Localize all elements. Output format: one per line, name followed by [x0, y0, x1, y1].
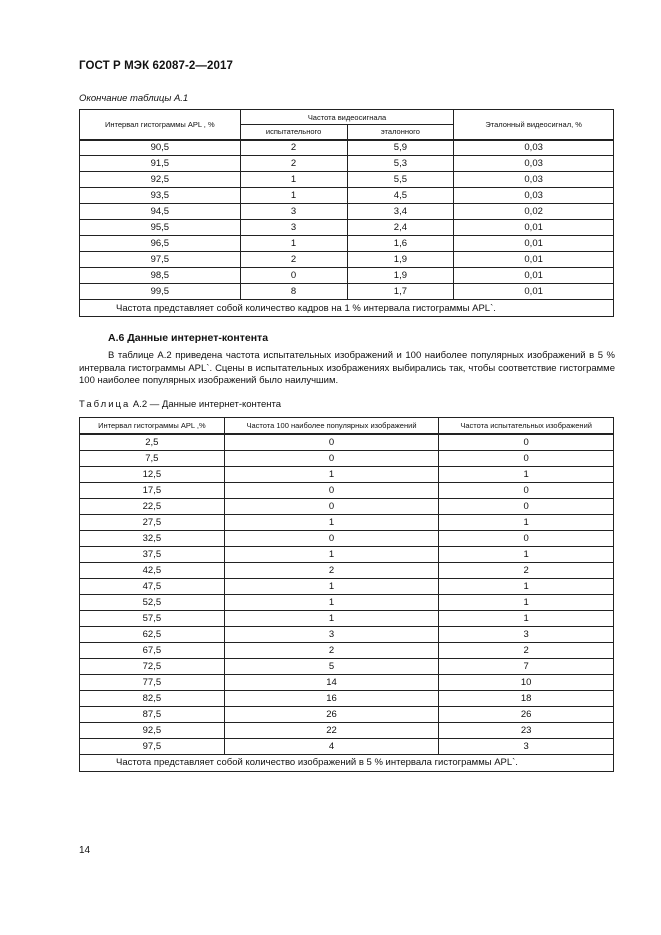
table-cell: 0 — [224, 482, 439, 498]
table-cell: 1,7 — [347, 284, 454, 300]
page-number: 14 — [79, 845, 91, 856]
table-cell: 2 — [240, 140, 347, 156]
table-cell: 67,5 — [80, 642, 225, 658]
table-row — [80, 738, 614, 754]
table-cell: 1 — [439, 578, 614, 594]
col-header-frequency: Частота видеосигнала — [240, 110, 454, 125]
table-cell: 1 — [240, 188, 347, 204]
table-cell: 2,4 — [347, 220, 454, 236]
table-cell: 2 — [439, 562, 614, 578]
table-cell: 1 — [439, 594, 614, 610]
table-cell: 3 — [439, 626, 614, 642]
table-row — [80, 610, 614, 626]
table-cell: 91,5 — [80, 156, 241, 172]
col-header-interval: Интервал гистограммы APL , % — [80, 110, 241, 140]
table-row — [80, 594, 614, 610]
table2-caption-text: Таблица А.2 — Данные интернет-контента — [79, 399, 282, 410]
table2-caption — [79, 399, 281, 410]
table-cell: 0,02 — [454, 204, 614, 220]
table-row — [80, 642, 614, 658]
table-cell: 42,5 — [80, 562, 225, 578]
table-cell: 26 — [439, 706, 614, 722]
table-cell: 26 — [224, 706, 439, 722]
table-row — [80, 690, 614, 706]
table-cell: 37,5 — [80, 546, 225, 562]
table-row — [80, 658, 614, 674]
table-cell: 0,03 — [454, 140, 614, 156]
table-cell: 1 — [224, 514, 439, 530]
table-row — [80, 514, 614, 530]
table-cell: 1 — [439, 514, 614, 530]
table-cell: 87,5 — [80, 706, 225, 722]
table-row — [80, 674, 614, 690]
section-paragraph — [79, 350, 615, 388]
table-cell: 97,5 — [80, 252, 241, 268]
table-cell: 27,5 — [80, 514, 225, 530]
table-row — [80, 434, 614, 450]
table-cell: 7,5 — [80, 450, 225, 466]
table-cell: 57,5 — [80, 610, 225, 626]
table-cell: 2 — [224, 562, 439, 578]
table-cell: 0,01 — [454, 236, 614, 252]
table-cell: 23 — [439, 722, 614, 738]
table-cell: 32,5 — [80, 530, 225, 546]
table-cell: 16 — [224, 690, 439, 706]
table-cell: 12,5 — [80, 466, 225, 482]
table-cell: 0 — [439, 498, 614, 514]
col-header-interval: Интервал гистограммы APL ,% — [80, 418, 225, 435]
table-cell: 0 — [224, 498, 439, 514]
table-cell: 1 — [224, 594, 439, 610]
table-a2 — [79, 417, 614, 772]
table-cell: 0,01 — [454, 284, 614, 300]
section-title: А.6 Данные интернет-контента — [108, 332, 269, 344]
table-cell: 5,5 — [347, 172, 454, 188]
table-row — [80, 284, 614, 300]
table-row — [80, 220, 614, 236]
table-cell: 72,5 — [80, 658, 225, 674]
table-cell: 62,5 — [80, 626, 225, 642]
table-cell: 0 — [224, 450, 439, 466]
table-cell: 1 — [240, 236, 347, 252]
table2-note: Частота представляет собой количество изображений в 5 % интервала гистограммы APL`. — [80, 754, 614, 771]
table-cell: 1,9 — [347, 252, 454, 268]
table-row — [80, 498, 614, 514]
table-cell: 47,5 — [80, 578, 225, 594]
table-cell: 22 — [224, 722, 439, 738]
table-cell: 2 — [439, 642, 614, 658]
table-cell: 3,4 — [347, 204, 454, 220]
table-cell: 97,5 — [80, 738, 225, 754]
table-cell: 14 — [224, 674, 439, 690]
table-row — [80, 626, 614, 642]
col-header-test: испытательного — [240, 125, 347, 140]
table-cell: 52,5 — [80, 594, 225, 610]
table-cell: 1 — [224, 546, 439, 562]
table-row — [80, 188, 614, 204]
table-cell: 0,03 — [454, 156, 614, 172]
table-cell: 94,5 — [80, 204, 241, 220]
table-cell: 3 — [224, 626, 439, 642]
table-row — [80, 156, 614, 172]
table-row — [80, 722, 614, 738]
table-cell: 5,9 — [347, 140, 454, 156]
table-cell: 3 — [240, 220, 347, 236]
table-row — [80, 204, 614, 220]
table-cell: 4 — [224, 738, 439, 754]
table-cell: 0 — [240, 268, 347, 284]
table-cell: 8 — [240, 284, 347, 300]
table-cell: 2 — [224, 642, 439, 658]
table-cell: 98,5 — [80, 268, 241, 284]
paragraph-text: В таблице А.2 приведена частота испытательных изображений и 100 наиболее популярных изображений в 5 % интервала гистограммы APL`. Сцены в испытательных изображениях выбирались так, чтобы соответствие гистограмме 100 наиболее популярных изображений было наилучшим. — [79, 350, 615, 386]
table-cell: 99,5 — [80, 284, 241, 300]
table-cell: 0,03 — [454, 188, 614, 204]
table-cell: 4,5 — [347, 188, 454, 204]
table-cell: 10 — [439, 674, 614, 690]
table-row — [80, 466, 614, 482]
table-row — [80, 450, 614, 466]
table-cell: 2 — [240, 156, 347, 172]
table1-note: Частота представляет собой количество кадров на 1 % интервала гистограммы APL`. — [80, 300, 614, 317]
table-cell: 5 — [224, 658, 439, 674]
col-header-popular: Частота 100 наиболее популярных изображений — [224, 418, 439, 435]
table-row — [80, 546, 614, 562]
table-row — [80, 578, 614, 594]
table-cell: 77,5 — [80, 674, 225, 690]
table-cell: 92,5 — [80, 172, 241, 188]
table-cell: 3 — [439, 738, 614, 754]
table-row — [80, 482, 614, 498]
table-cell: 1,6 — [347, 236, 454, 252]
table-cell: 0 — [224, 434, 439, 450]
table-row — [80, 530, 614, 546]
table-cell: 17,5 — [80, 482, 225, 498]
table-cell: 1 — [240, 172, 347, 188]
col-header-reference-signal: Эталонный видеосигнал, % — [454, 110, 614, 140]
col-header-reference: эталонного — [347, 125, 454, 140]
table-cell: 18 — [439, 690, 614, 706]
table-cell: 1 — [439, 546, 614, 562]
table-cell: 1 — [439, 466, 614, 482]
table-row — [80, 268, 614, 284]
table-row — [80, 236, 614, 252]
table-row — [80, 706, 614, 722]
table-cell: 2 — [240, 252, 347, 268]
table-cell: 3 — [240, 204, 347, 220]
table-cell: 1 — [224, 578, 439, 594]
table-row — [80, 562, 614, 578]
table-row — [80, 172, 614, 188]
table-row — [80, 140, 614, 156]
table-cell: 90,5 — [80, 140, 241, 156]
table-cell: 5,3 — [347, 156, 454, 172]
table-cell: 0 — [224, 530, 439, 546]
table-cell: 1 — [224, 610, 439, 626]
table-cell: 92,5 — [80, 722, 225, 738]
table-cell: 22,5 — [80, 498, 225, 514]
table-cell: 0 — [439, 434, 614, 450]
table-cell: 0 — [439, 482, 614, 498]
table-a1-continuation — [79, 109, 614, 317]
table-cell: 0,01 — [454, 252, 614, 268]
table-cell: 0,01 — [454, 220, 614, 236]
table-cell: 2,5 — [80, 434, 225, 450]
table1-caption: Окончание таблицы А.1 — [79, 93, 189, 104]
table-cell: 1 — [439, 610, 614, 626]
table-row — [80, 252, 614, 268]
table-cell: 82,5 — [80, 690, 225, 706]
col-header-test-images: Частота испытательных изображений — [439, 418, 614, 435]
table-cell: 0 — [439, 530, 614, 546]
table-cell: 1,9 — [347, 268, 454, 284]
table-cell: 0 — [439, 450, 614, 466]
table-cell: 0,03 — [454, 172, 614, 188]
table-cell: 95,5 — [80, 220, 241, 236]
table-cell: 1 — [224, 466, 439, 482]
table-cell: 96,5 — [80, 236, 241, 252]
table-cell: 0,01 — [454, 268, 614, 284]
table-cell: 93,5 — [80, 188, 241, 204]
table-cell: 7 — [439, 658, 614, 674]
document-header: ГОСТ Р МЭК 62087-2—2017 — [79, 60, 233, 72]
